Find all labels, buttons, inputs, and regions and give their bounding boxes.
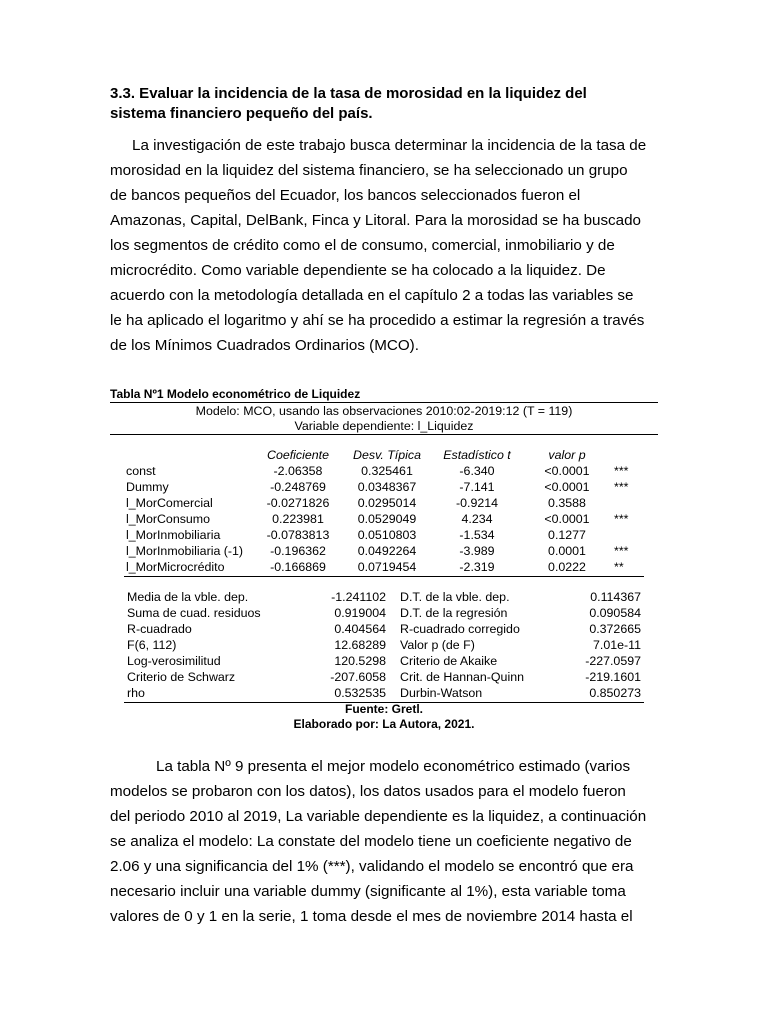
row-coef: -0.196362: [270, 544, 326, 558]
column-header-t: Estadístico t: [443, 448, 511, 462]
stat-left-label: Media de la vble. dep.: [127, 590, 249, 604]
stat-left-value: 0.532535: [334, 686, 386, 700]
paragraph-line: se analiza el modelo: La constate del modelo tiene un coeficiente negativo de: [110, 833, 632, 850]
section-heading-line: sistema financiero pequeño del país.: [110, 105, 373, 122]
paragraph-line: microcrédito. Como variable dependiente se ha colocado a la liquidez. De: [110, 262, 606, 279]
row-variable: l_MorComercial: [126, 496, 213, 510]
row-coef: -0.0783813: [266, 528, 330, 542]
stat-right-label: Criterio de Akaike: [400, 654, 498, 668]
paragraph-line: 2.06 y una significancia del 1% (***), validando el modelo se encontró que era: [110, 858, 634, 875]
row-p: 0.1277: [548, 528, 586, 542]
row-significance: **: [614, 560, 624, 574]
stat-left-label: Criterio de Schwarz: [127, 670, 236, 684]
row-t: -2.319: [459, 560, 495, 574]
row-t: 4.234: [461, 512, 493, 526]
row-p: <0.0001: [544, 512, 590, 526]
row-coef: -0.0271826: [266, 496, 330, 510]
stat-left-label: rho: [127, 686, 145, 700]
model-line: Modelo: MCO, usando las observaciones 2010:02-2019:12 (T = 119): [195, 404, 573, 418]
row-t: -1.534: [459, 528, 495, 542]
stat-left-label: Suma de cuad. residuos: [127, 606, 261, 620]
paragraph-line: Amazonas, Capital, DelBank, Finca y Litoral. Para la morosidad se ha buscado: [110, 212, 641, 229]
paragraph-line: La investigación de este trabajo busca determinar la incidencia de la tasa de: [132, 137, 647, 154]
stat-left-label: F(6, 112): [127, 638, 177, 652]
paragraph-line: morosidad en la liquidez del sistema financiero, se ha seleccionado un grupo: [110, 162, 628, 179]
stat-right-value: 7.01e-11: [593, 638, 641, 652]
stat-left-label: Log-verosimilitud: [127, 654, 221, 668]
paragraph-line: acuerdo con la metodología detallada en el capítulo 2 a todas las variables se: [110, 287, 634, 304]
row-p: 0.0222: [548, 560, 586, 574]
paragraph-line: del periodo 2010 al 2019, La variable dependiente es la liquidez, a continuación: [110, 808, 647, 825]
row-p: 0.0001: [548, 544, 586, 558]
row-coef: -0.248769: [270, 480, 326, 494]
row-coef: -0.166869: [270, 560, 326, 574]
stat-right-value: -219.1601: [585, 670, 641, 684]
row-sd: 0.325461: [361, 464, 413, 478]
row-significance: ***: [614, 512, 629, 526]
intro-paragraph: [110, 133, 658, 358]
row-variable: l_MorConsumo: [126, 512, 211, 526]
paragraph-line: valores de 0 y 1 en la serie, 1 toma desde el mes de noviembre 2014 hasta el: [110, 908, 633, 925]
paragraph-line: de bancos pequeños del Ecuador, los bancos seleccionados fueron el: [110, 187, 581, 204]
paragraph-line: los segmentos de crédito como el de consumo, comercial, inmobiliario y de: [110, 237, 615, 254]
table-source: Fuente: Gretl.: [344, 702, 423, 716]
stat-right-label: D.T. de la regresión: [400, 606, 508, 620]
stat-right-label: Durbin-Watson: [400, 686, 483, 700]
analysis-paragraph: [110, 754, 658, 929]
paragraph-line: de los Mínimos Cuadrados Ordinarios (MCO).: [110, 337, 419, 354]
row-coef: -2.06358: [273, 464, 323, 478]
table-caption: Tabla Nº1 Modelo econométrico de Liquidez: [110, 387, 361, 401]
row-sd: 0.0719454: [357, 560, 417, 574]
row-p: 0.3588: [548, 496, 586, 510]
table-header-rule: [110, 434, 658, 435]
stat-left-label: R-cuadrado: [127, 622, 192, 636]
paragraph-line: necesario incluir una variable dummy (significante al 1%), esta variable toma: [110, 883, 626, 900]
row-t: -0.9214: [455, 496, 499, 510]
row-p: <0.0001: [544, 480, 590, 494]
row-variable: const: [126, 464, 156, 478]
stat-right-label: D.T. de la vble. dep.: [400, 590, 510, 604]
stat-left-value: 120.5298: [334, 654, 386, 668]
row-significance: ***: [614, 544, 629, 558]
stat-left-value: -207.6058: [330, 670, 386, 684]
stat-right-label: R-cuadrado corregido: [400, 622, 520, 636]
section-heading: [110, 84, 650, 124]
stat-right-value: 0.114367: [590, 590, 641, 604]
stat-left-value: -1.241102: [331, 590, 386, 604]
row-t: -6.340: [459, 464, 495, 478]
column-header-sd: Desv. Típica: [353, 448, 421, 462]
stat-left-value: 0.404564: [334, 622, 386, 636]
stat-right-value: 0.850273: [589, 686, 641, 700]
stat-right-value: 0.090584: [589, 606, 641, 620]
row-variable: l_MorInmobiliaria (-1): [126, 544, 244, 558]
stat-right-value: 0.372665: [589, 622, 641, 636]
row-p: <0.0001: [544, 464, 590, 478]
dependent-variable-line: Variable dependiente: l_Liquidez: [294, 419, 474, 433]
row-sd: 0.0492264: [357, 544, 417, 558]
paragraph-line: le ha aplicado el logaritmo y ahí se ha procedido a estimar la regresión a través: [110, 312, 645, 329]
row-coef: 0.223981: [272, 512, 324, 526]
row-sd: 0.0529049: [357, 512, 417, 526]
coefficients-bottom-rule: [124, 576, 644, 577]
paragraph-line: La tabla Nº 9 presenta el mejor modelo econométrico estimado (varios: [156, 758, 631, 775]
row-sd: 0.0348367: [357, 480, 417, 494]
stat-left-value: 12.68289: [334, 638, 386, 652]
row-variable: l_MorMicrocrédito: [126, 560, 225, 574]
column-header-p: valor p: [548, 448, 586, 462]
row-significance: ***: [614, 464, 629, 478]
row-variable: Dummy: [126, 480, 169, 494]
stat-right-label: Valor p (de F): [400, 638, 475, 652]
section-heading-line: 3.3. Evaluar la incidencia de la tasa de morosidad en la liquidez del: [110, 85, 587, 102]
stat-right-value: -227.0597: [585, 654, 641, 668]
table-author: Elaborado por: La Autora, 2021.: [293, 717, 475, 731]
paragraph-line: modelos se probaron con los datos), los datos usados para el modelo fueron: [110, 783, 626, 800]
row-significance: ***: [614, 480, 629, 494]
row-t: -7.141: [459, 480, 495, 494]
column-header-coef: Coeficiente: [267, 448, 329, 462]
stat-right-label: Crit. de Hannan-Quinn: [400, 670, 524, 684]
row-t: -3.989: [459, 544, 495, 558]
stat-left-value: 0.919004: [334, 606, 386, 620]
row-variable: l_MorInmobiliaria: [126, 528, 221, 542]
row-sd: 0.0295014: [357, 496, 417, 510]
row-sd: 0.0510803: [357, 528, 417, 542]
